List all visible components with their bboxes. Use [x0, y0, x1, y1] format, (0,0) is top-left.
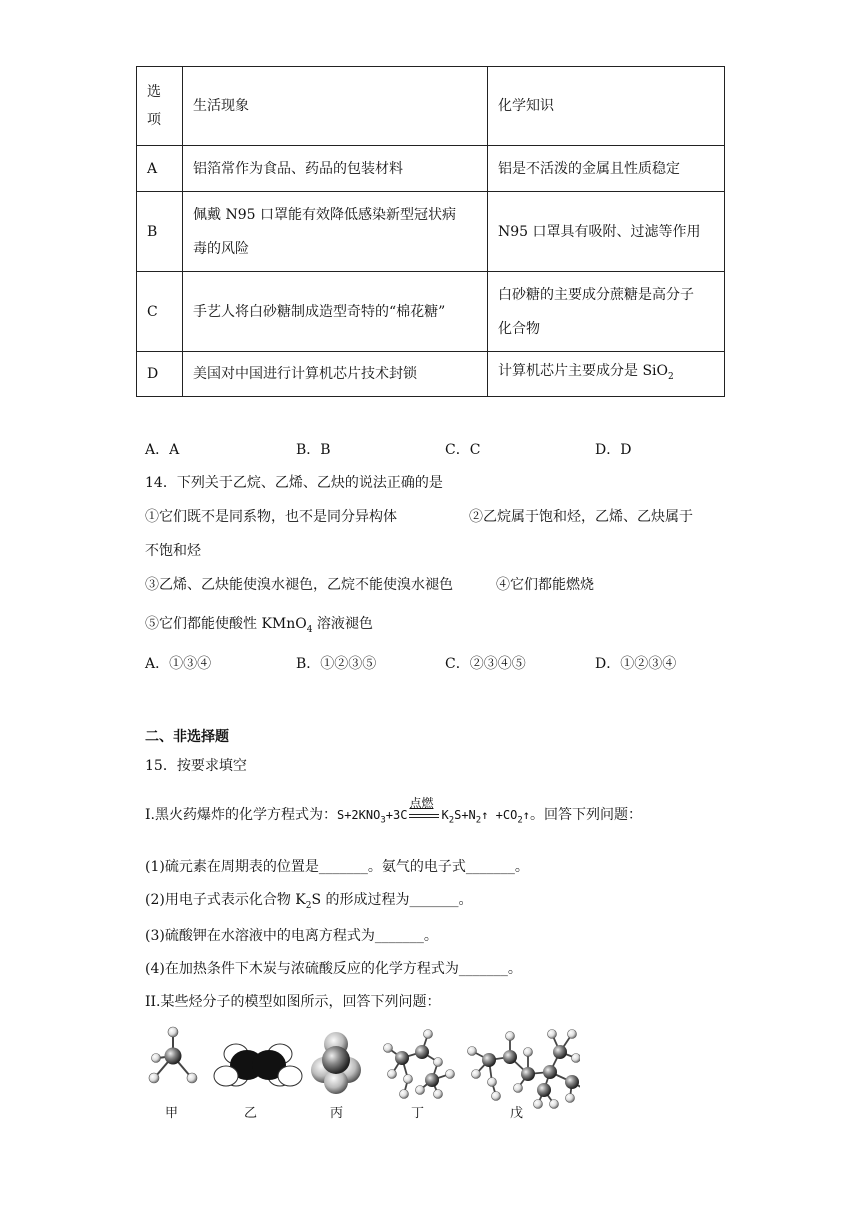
row-knowledge: 铝是不活泼的金属且性质稳定	[488, 146, 725, 192]
header-knowledge: 化学知识	[488, 67, 725, 146]
model-label-bing: 丙	[330, 1106, 344, 1121]
model-label-ding: 丁	[411, 1106, 425, 1121]
table-header-row	[137, 67, 725, 146]
q13-option-d: D．D	[595, 442, 632, 458]
q15-sub-4: (4)在加热条件下木炭与浓硫酸反应的化学方程式为_______。	[145, 961, 522, 977]
q13-option-a: A．A	[145, 442, 180, 458]
q15-stem: 15．按要求填空	[145, 758, 247, 774]
table-row	[137, 272, 725, 352]
row-phenomenon: 美国对中国进行计算机芯片技术封锁	[183, 352, 488, 397]
row-option: A	[137, 146, 183, 192]
header-phenomenon: 生活现象	[183, 67, 488, 146]
q13-option-b: B．B	[296, 442, 331, 458]
q14-option-a: A．①③④	[145, 656, 212, 672]
model-label-wu: 戊	[510, 1106, 524, 1121]
model-ethylene-yi	[214, 1044, 302, 1086]
header-option: 选项	[137, 67, 183, 146]
q15-part-ii: II.某些烃分子的模型如图所示，回答下列问题：	[145, 994, 441, 1010]
row-knowledge: N95 口罩具有吸附、过滤等作用	[488, 192, 725, 272]
q14-statement-4: ④它们都能燃烧	[496, 577, 594, 593]
model-wu	[468, 1030, 581, 1109]
chemical-equation: $S+2KNO_3+3C$ 点燃 $K_2S+N_2↑$ $+CO_2↑$	[336, 795, 530, 826]
table-row	[137, 352, 725, 397]
q14-statement-5: ⑤它们都能使酸性 KMnO$_4$ 溶液褪色	[145, 616, 373, 635]
q13-table	[136, 66, 725, 397]
section-heading: 二、非选择题	[145, 729, 229, 745]
table-row	[137, 146, 725, 192]
q15-sub-3: (3)硫酸钾在水溶液中的电离方程式为_______。	[145, 928, 438, 944]
row-option: D	[137, 352, 183, 397]
row-phenomenon: 铝箔常作为食品、药品的包装材料	[183, 146, 488, 192]
model-ding	[384, 1030, 455, 1099]
model-bing	[311, 1032, 361, 1094]
table-row	[137, 192, 725, 272]
model-label-yi: 乙	[244, 1106, 258, 1121]
q14-statement-1: ①它们既不是同系物，也不是同分异构体	[145, 509, 397, 525]
q15-part-i: I.黑火药爆炸的化学方程式为：$S+2KNO_3+3C$ 点燃 $K_2S+N_2↑$ $+CO_2↑$。回答下列问题：	[145, 795, 642, 826]
row-knowledge: 计算机芯片主要成分是 SiO$_2$	[488, 352, 725, 397]
model-methane-jia	[149, 1027, 197, 1083]
row-phenomenon: 佩戴 N95 口罩能有效降低感染新型冠状病 毒的风险	[183, 192, 488, 272]
row-option: B	[137, 192, 183, 272]
reaction-condition: 点燃	[409, 809, 439, 823]
model-label-jia: 甲	[165, 1106, 179, 1121]
q14-statement-2a: ②乙烷属于饱和烃，乙烯、乙炔属于	[469, 509, 693, 525]
row-phenomenon: 手艺人将白砂糖制成造型奇特的“棉花糖”	[183, 272, 488, 352]
row-knowledge: 白砂糖的主要成分蔗糖是高分子 化合物	[488, 272, 725, 352]
q14-option-d: D．①②③④	[595, 656, 677, 672]
q14-option-b: B．①②③⑤	[296, 656, 377, 672]
q13-option-c: C．C	[445, 442, 481, 458]
q15-sub-1: (1)硫元素在周期表的位置是_______。氨气的电子式_______。	[145, 859, 529, 875]
q14-option-c: C．②③④⑤	[445, 656, 526, 672]
row-option: C	[137, 272, 183, 352]
q14-statement-2b: 不饱和烃	[145, 543, 201, 559]
q14-statement-3: ③乙烯、乙炔能使溴水褪色，乙烷不能使溴水褪色	[145, 577, 453, 593]
q15-sub-2: (2)用电子式表示化合物 $K_2S$ 的形成过程为_______。	[145, 892, 473, 911]
q14-stem: 14．下列关于乙烷、乙烯、乙炔的说法正确的是	[145, 475, 443, 491]
